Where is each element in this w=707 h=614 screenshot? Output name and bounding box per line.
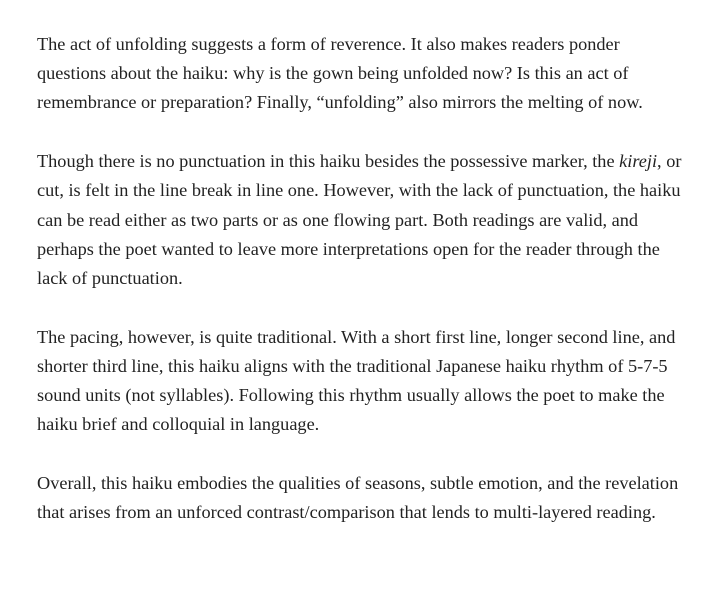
paragraph-conclusion: Overall, this haiku embodies the qualities of seasons, subtle emotion, and the revelation that arises from an unforced contrast/comparison that lends to multi-layered reading. [37, 472, 679, 523]
paragraph-pacing: The pacing, however, is quite traditional. With a short first line, longer second line, and shorter third line, this haiku aligns with the traditional Japanese haiku rhythm of 5-7-5 sound units (not syllables). Following this rhythm usually allows the poet to make the haiku brief and colloquial in language. [37, 326, 676, 435]
paragraph-punctuation-end: , or cut, is felt in the line break in line one. However, with the lack of punctuation, the haiku can be read either as two parts or as one flowing part. Both readings are valid, and perhaps the poet wanted to leave more interpretations open for the reader through the lack of punctuation. [37, 151, 682, 288]
paragraph-unfolding: The act of unfolding suggests a form of reverence. It also makes readers ponder questions about the haiku: why is the gown being unfolded now? Is this an act of remembrance or preparation? Finally, “unfolding” also mirrors the melting of now. [37, 34, 643, 113]
article-body [37, 30, 687, 527]
paragraph-punctuation [37, 147, 687, 293]
kireji-term: kireji [619, 151, 658, 172]
paragraph-punctuation-start: Though there is no punctuation in this haiku besides the possessive marker, the [37, 151, 620, 172]
